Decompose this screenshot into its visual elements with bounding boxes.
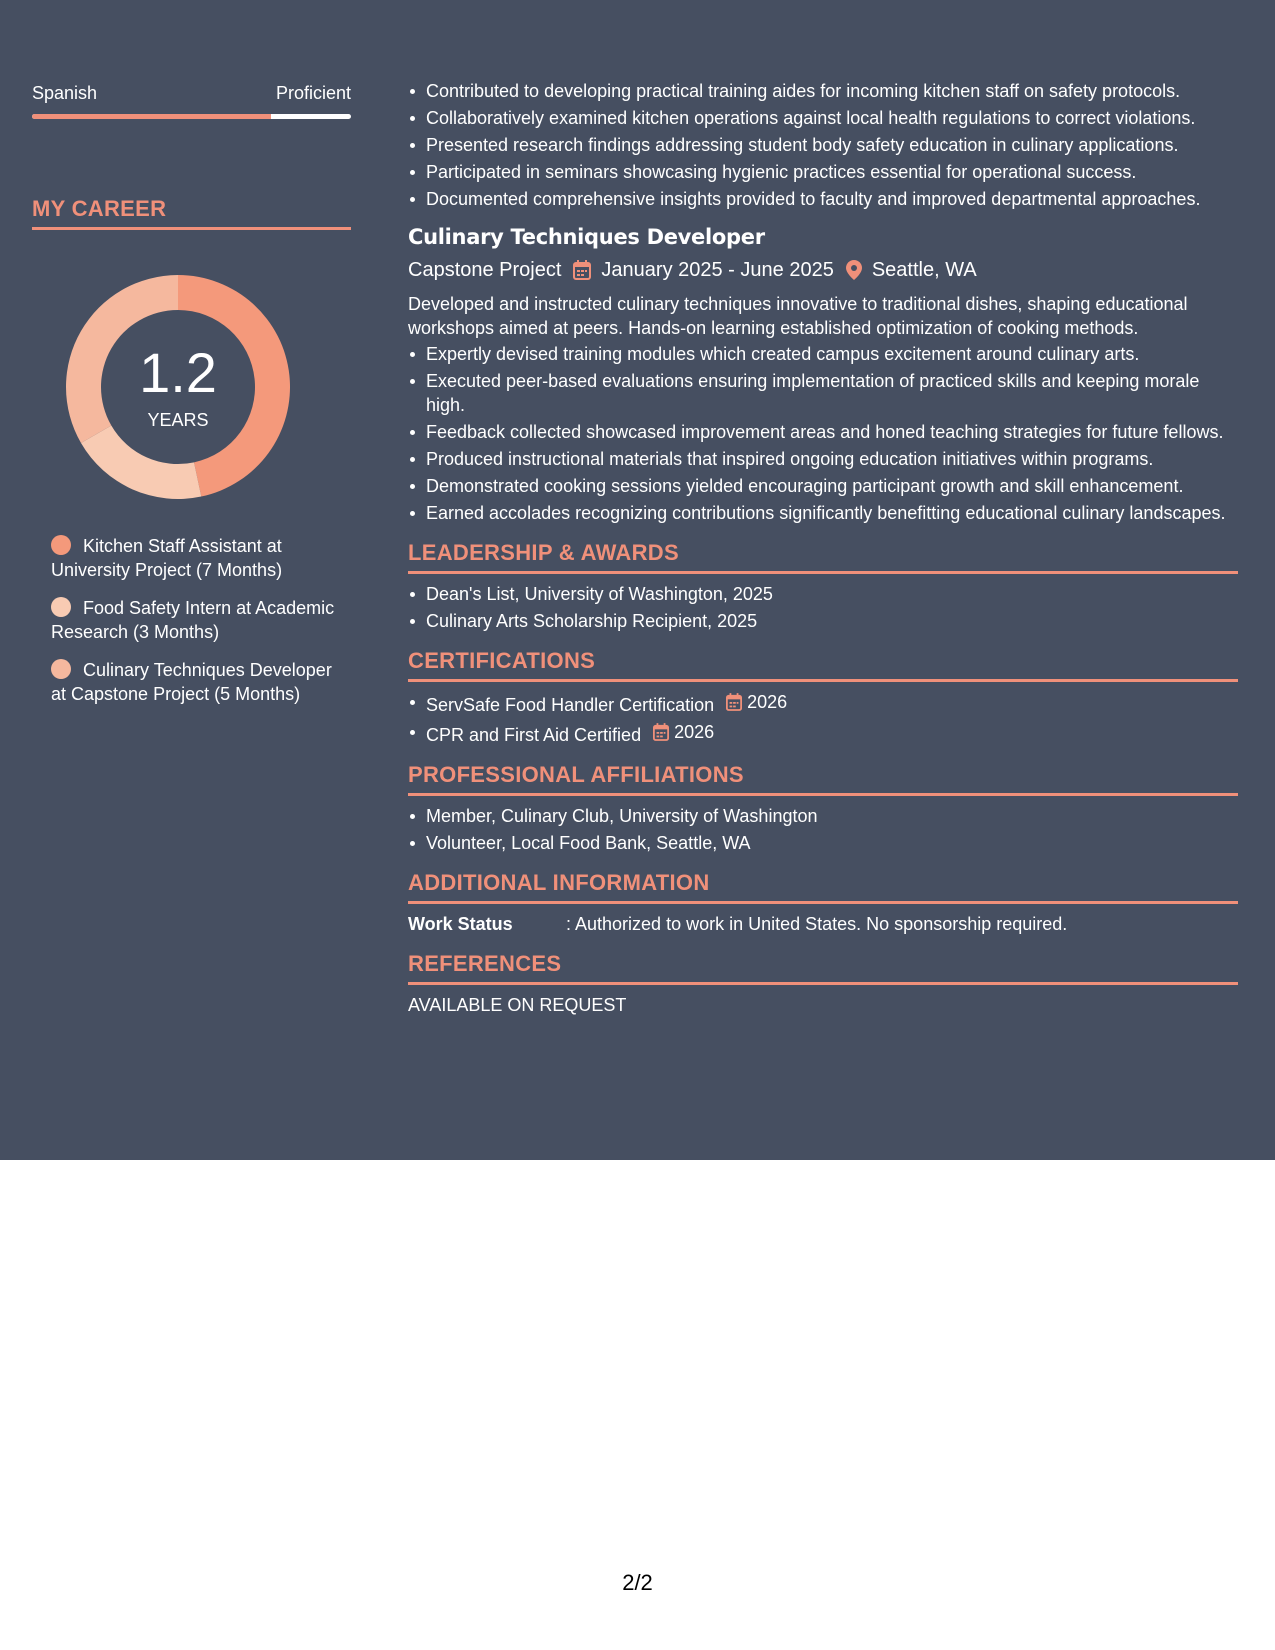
list-item: Documented comprehensive insights provided to faculty and improved departmental approaches. xyxy=(408,187,1238,211)
work-status-row xyxy=(408,912,1238,936)
career-legend-item xyxy=(51,534,351,582)
award-item: Dean's List, University of Washington, 2025 xyxy=(408,582,1238,606)
section-rule xyxy=(408,571,1238,574)
job-dates: January 2025 - June 2025 xyxy=(601,259,834,281)
right-column xyxy=(408,79,1238,1017)
section-rule xyxy=(408,982,1238,985)
certifications-list xyxy=(408,690,1238,747)
certification-year-text: 2026 xyxy=(674,722,715,742)
additional-title: ADDITIONAL INFORMATION xyxy=(408,870,710,895)
section-rule xyxy=(408,679,1238,682)
affiliation-item: Volunteer, Local Food Bank, Seattle, WA xyxy=(408,831,1238,855)
career-legend-label: Kitchen Staff Assistant at University Project (7 Months) xyxy=(51,536,283,580)
career-heading-rule xyxy=(32,227,351,230)
list-item: Earned accolades recognizing contributions significantly benefitting educational culinary landscapes. xyxy=(408,501,1238,525)
career-total-unit: YEARS xyxy=(147,410,209,430)
career-heading: MY CAREER xyxy=(32,196,167,221)
certification-year xyxy=(653,720,714,744)
job-title: Culinary Techniques Developer xyxy=(408,225,765,249)
certification-item xyxy=(408,690,1238,717)
language-name: Spanish xyxy=(32,83,98,103)
list-item: Demonstrated cooking sessions yielded encouraging participant growth and skill enhancement. xyxy=(408,474,1238,498)
previous-job-bullets xyxy=(408,79,1238,211)
certification-item xyxy=(408,720,1238,747)
list-item: Feedback collected showcased improvement areas and honed teaching strategies for future fellows. xyxy=(408,420,1238,444)
calendar-icon xyxy=(653,723,669,741)
job-description: Developed and instructed culinary techniques innovative to traditional dishes, shaping educational workshops aimed at peers. Hands-on learning established optimization of cooking methods. xyxy=(408,294,1188,338)
certification-year xyxy=(726,690,787,714)
location-pin-icon xyxy=(846,260,862,280)
section-rule xyxy=(408,793,1238,796)
page-number: 2/2 xyxy=(622,1570,653,1595)
language-proficiency-bar xyxy=(32,114,351,119)
certification-name: CPR and First Aid Certified xyxy=(426,725,642,745)
work-status-value: : Authorized to work in United States. No sponsorship required. xyxy=(566,914,1068,934)
language-level: Proficient xyxy=(275,83,351,103)
calendar-icon xyxy=(573,260,591,280)
legend-dot-icon xyxy=(51,659,71,679)
references-text: AVAILABLE ON REQUEST xyxy=(408,995,627,1015)
leadership-title: LEADERSHIP & AWARDS xyxy=(408,540,679,565)
career-donut-segment xyxy=(81,426,201,500)
certifications-title: CERTIFICATIONS xyxy=(408,648,596,673)
list-item: Produced instructional materials that inspired ongoing education initiatives within programs. xyxy=(408,447,1238,471)
calendar-icon xyxy=(726,693,742,711)
list-item: Participated in seminars showcasing hygienic practices essential for operational success. xyxy=(408,160,1238,184)
career-legend-item xyxy=(51,596,351,644)
legend-dot-icon xyxy=(51,535,71,555)
job-meta xyxy=(408,258,1238,282)
section-rule xyxy=(408,901,1238,904)
list-item: Executed peer-based evaluations ensuring implementation of practiced skills and keeping morale high. xyxy=(408,369,1238,417)
work-status-label: Work Status xyxy=(408,914,513,934)
career-legend-label: Culinary Techniques Developer at Capstone Project (5 Months) xyxy=(51,660,332,704)
job-org: Capstone Project xyxy=(408,259,562,281)
legend-dot-icon xyxy=(51,597,71,617)
list-item: Presented research findings addressing student body safety education in culinary applications. xyxy=(408,133,1238,157)
career-total-value: 1.2 xyxy=(139,341,217,404)
affiliations-title: PROFESSIONAL AFFILIATIONS xyxy=(408,762,744,787)
affiliation-item: Member, Culinary Club, University of Washington xyxy=(408,804,1238,828)
list-item: Expertly devised training modules which created campus excitement around culinary arts. xyxy=(408,342,1238,366)
career-legend-label: Food Safety Intern at Academic Research (3 Months) xyxy=(51,598,335,642)
language-proficiency-fill xyxy=(32,114,271,119)
career-legend-item xyxy=(51,658,351,706)
leadership-list xyxy=(408,582,1238,633)
list-item: Collaboratively examined kitchen operations against local health regulations to correct violations. xyxy=(408,106,1238,130)
certification-year-text: 2026 xyxy=(747,692,788,712)
job-location: Seattle, WA xyxy=(871,259,977,281)
list-item: Contributed to developing practical training aides for incoming kitchen staff on safety protocols. xyxy=(408,79,1238,103)
award-item: Culinary Arts Scholarship Recipient, 2025 xyxy=(408,609,1238,633)
career-legend xyxy=(51,534,351,720)
references-title: REFERENCES xyxy=(408,951,562,976)
affiliations-list xyxy=(408,804,1238,855)
job-bullets xyxy=(408,342,1238,525)
certification-name: ServSafe Food Handler Certification xyxy=(426,695,715,715)
